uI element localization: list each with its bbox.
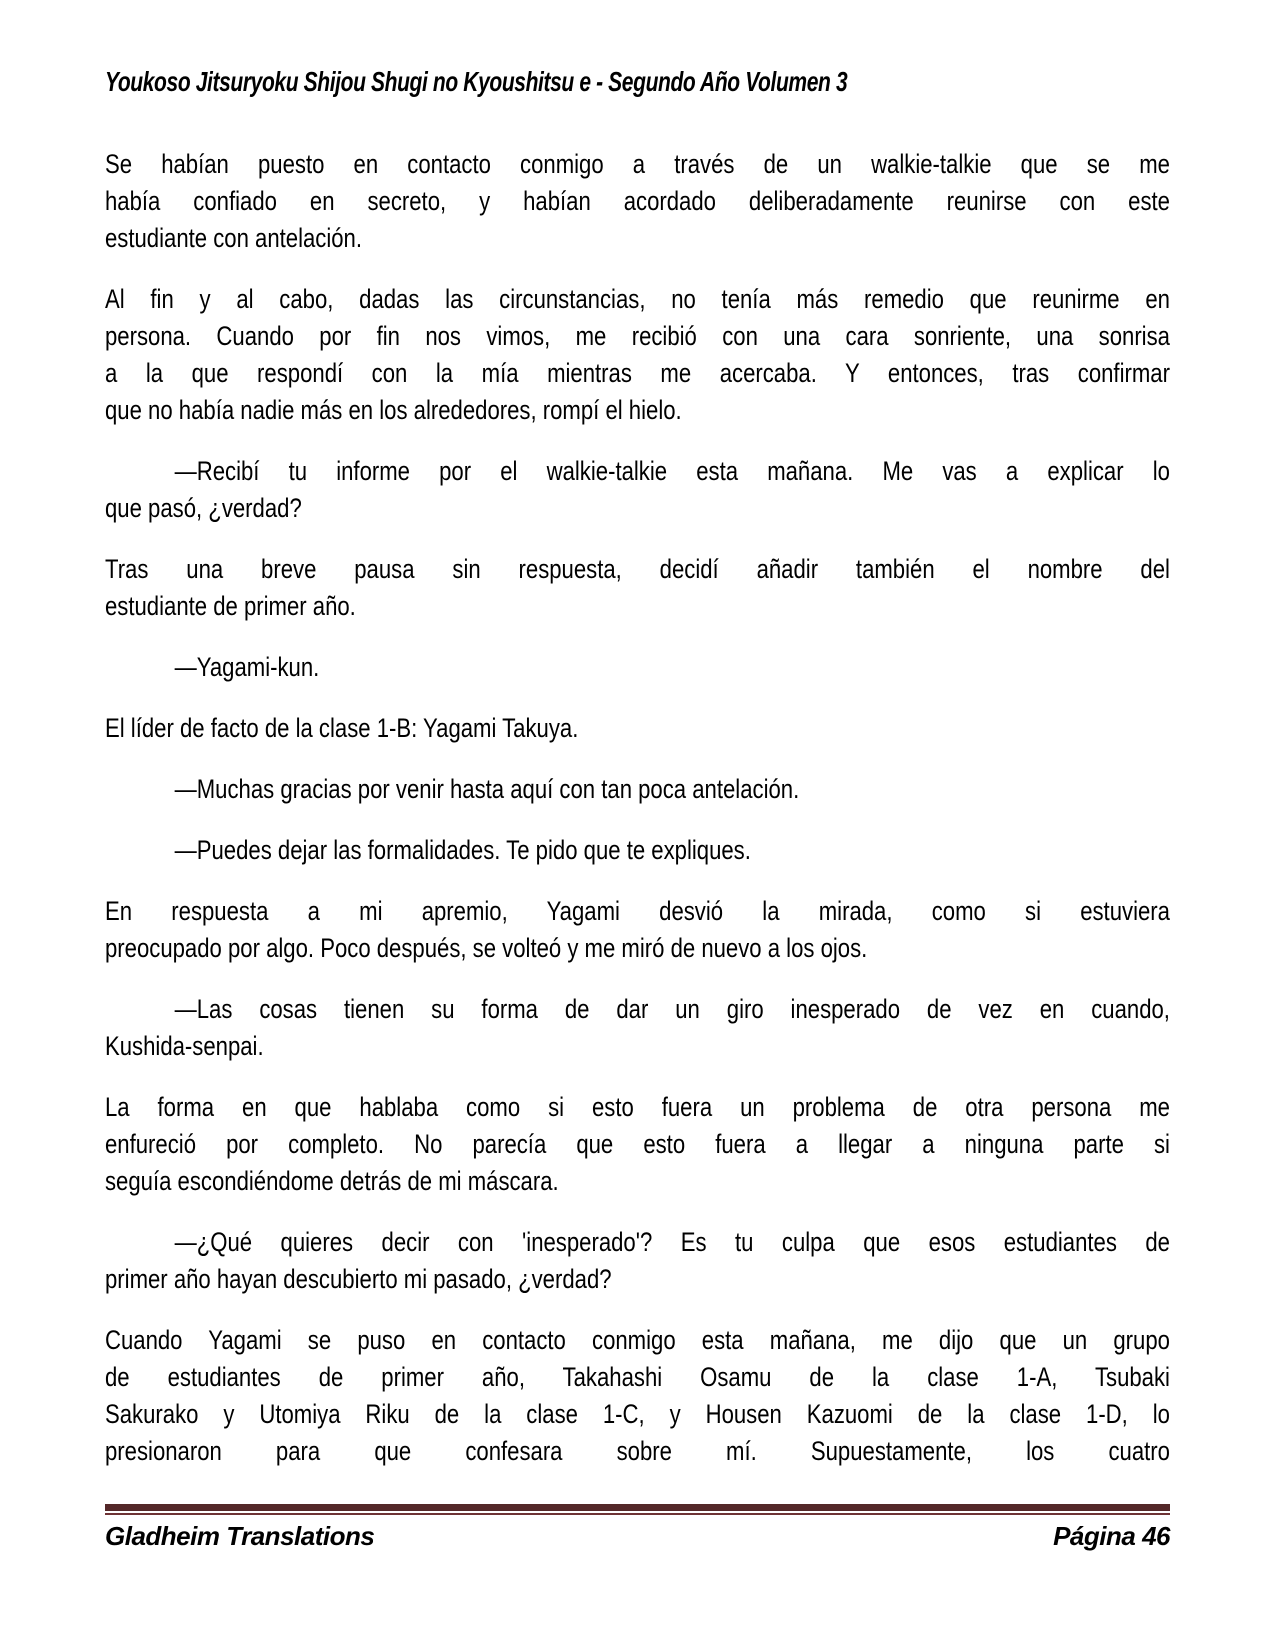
- page-footer: [105, 1521, 1170, 1552]
- narration-paragraph: [105, 893, 1170, 967]
- text-line: a la que respondí con la mía mientras me acercaba. Y entonces, tras confirmar: [105, 358, 1170, 388]
- footer-page-number: Página 46: [1053, 1521, 1170, 1551]
- text-line: Kushida-senpai.: [105, 1031, 264, 1061]
- narration-paragraph: [105, 551, 1170, 625]
- dialogue-paragraph: [105, 1224, 1170, 1298]
- text-line: primer año hayan descubierto mi pasado, ¿verdad?: [105, 1264, 612, 1294]
- dialogue-paragraph: [105, 991, 1170, 1065]
- text-line: enfureció por completo. No parecía que esto fuera a llegar a ninguna parte si: [105, 1129, 1170, 1159]
- text-line: —Puedes dejar las formalidades. Te pido que te expliques.: [174, 835, 751, 865]
- text-line: —Yagami-kun.: [174, 652, 320, 682]
- text-line: —¿Qué quieres decir con 'inesperado'? Es tu culpa que esos estudiantes de: [174, 1227, 1170, 1257]
- narration-paragraph: [105, 146, 1170, 257]
- text-line: había confiado en secreto, y habían acordado deliberadamente reunirse con este: [105, 186, 1170, 216]
- text-line: que no había nadie más en los alrededores, rompí el hielo.: [105, 395, 682, 425]
- text-line: Tras una breve pausa sin respuesta, decidí añadir también el nombre del: [105, 554, 1170, 584]
- text-line: preocupado por algo. Poco después, se volteó y me miró de nuevo a los ojos.: [105, 933, 868, 963]
- text-line: de estudiantes de primer año, Takahashi Osamu de la clase 1-A, Tsubaki: [105, 1362, 1170, 1392]
- text-line: —Recibí tu informe por el walkie-talkie esta mañana. Me vas a explicar lo: [174, 456, 1170, 486]
- dialogue-paragraph: [105, 649, 1170, 686]
- text-line: Sakurako y Utomiya Riku de la clase 1-C, y Housen Kazuomi de la clase 1-D, lo: [105, 1399, 1170, 1429]
- text-line: que pasó, ¿verdad?: [105, 493, 302, 523]
- text-line: En respuesta a mi apremio, Yagami desvió la mirada, como si estuviera: [105, 896, 1170, 926]
- page-header: [105, 66, 1170, 98]
- narration-paragraph: [105, 710, 1170, 747]
- text-line: estudiante de primer año.: [105, 591, 356, 621]
- text-line: presionaron para que confesara sobre mí. Supuestamente, los cuatro: [105, 1436, 1170, 1466]
- text-line: Al fin y al cabo, dadas las circunstancias, no tenía más remedio que reunirme en: [105, 284, 1170, 314]
- footer-translator: Gladheim Translations: [105, 1521, 375, 1551]
- text-line: Se habían puesto en contacto conmigo a través de un walkie-talkie que se me: [105, 149, 1170, 179]
- text-line: persona. Cuando por fin nos vimos, me recibió con una cara sonriente, una sonrisa: [105, 321, 1170, 351]
- text-line: seguía escondiéndome detrás de mi máscara.: [105, 1166, 559, 1196]
- dialogue-paragraph: [105, 832, 1170, 869]
- text-line: La forma en que hablaba como si esto fuera un problema de otra persona me: [105, 1092, 1170, 1122]
- text-line: —Muchas gracias por venir hasta aquí con tan poca antelación.: [174, 774, 800, 804]
- narration-paragraph: [105, 281, 1170, 429]
- footer-rule: [105, 1504, 1170, 1515]
- text-line: Cuando Yagami se puso en contacto conmigo esta mañana, me dijo que un grupo: [105, 1325, 1170, 1355]
- dialogue-paragraph: [105, 453, 1170, 527]
- body-text: [105, 146, 1170, 1494]
- text-line: —Las cosas tienen su forma de dar un giro inesperado de vez en cuando,: [174, 994, 1170, 1024]
- header-title: Youkoso Jitsuryoku Shijou Shugi no Kyoushitsu e - Segundo Año Volumen 3: [105, 66, 848, 97]
- text-line: estudiante con antelación.: [105, 223, 363, 253]
- text-line: El líder de facto de la clase 1-B: Yagami Takuya.: [105, 713, 579, 743]
- dialogue-paragraph: [105, 771, 1170, 808]
- narration-paragraph: [105, 1089, 1170, 1200]
- narration-paragraph: [105, 1322, 1170, 1470]
